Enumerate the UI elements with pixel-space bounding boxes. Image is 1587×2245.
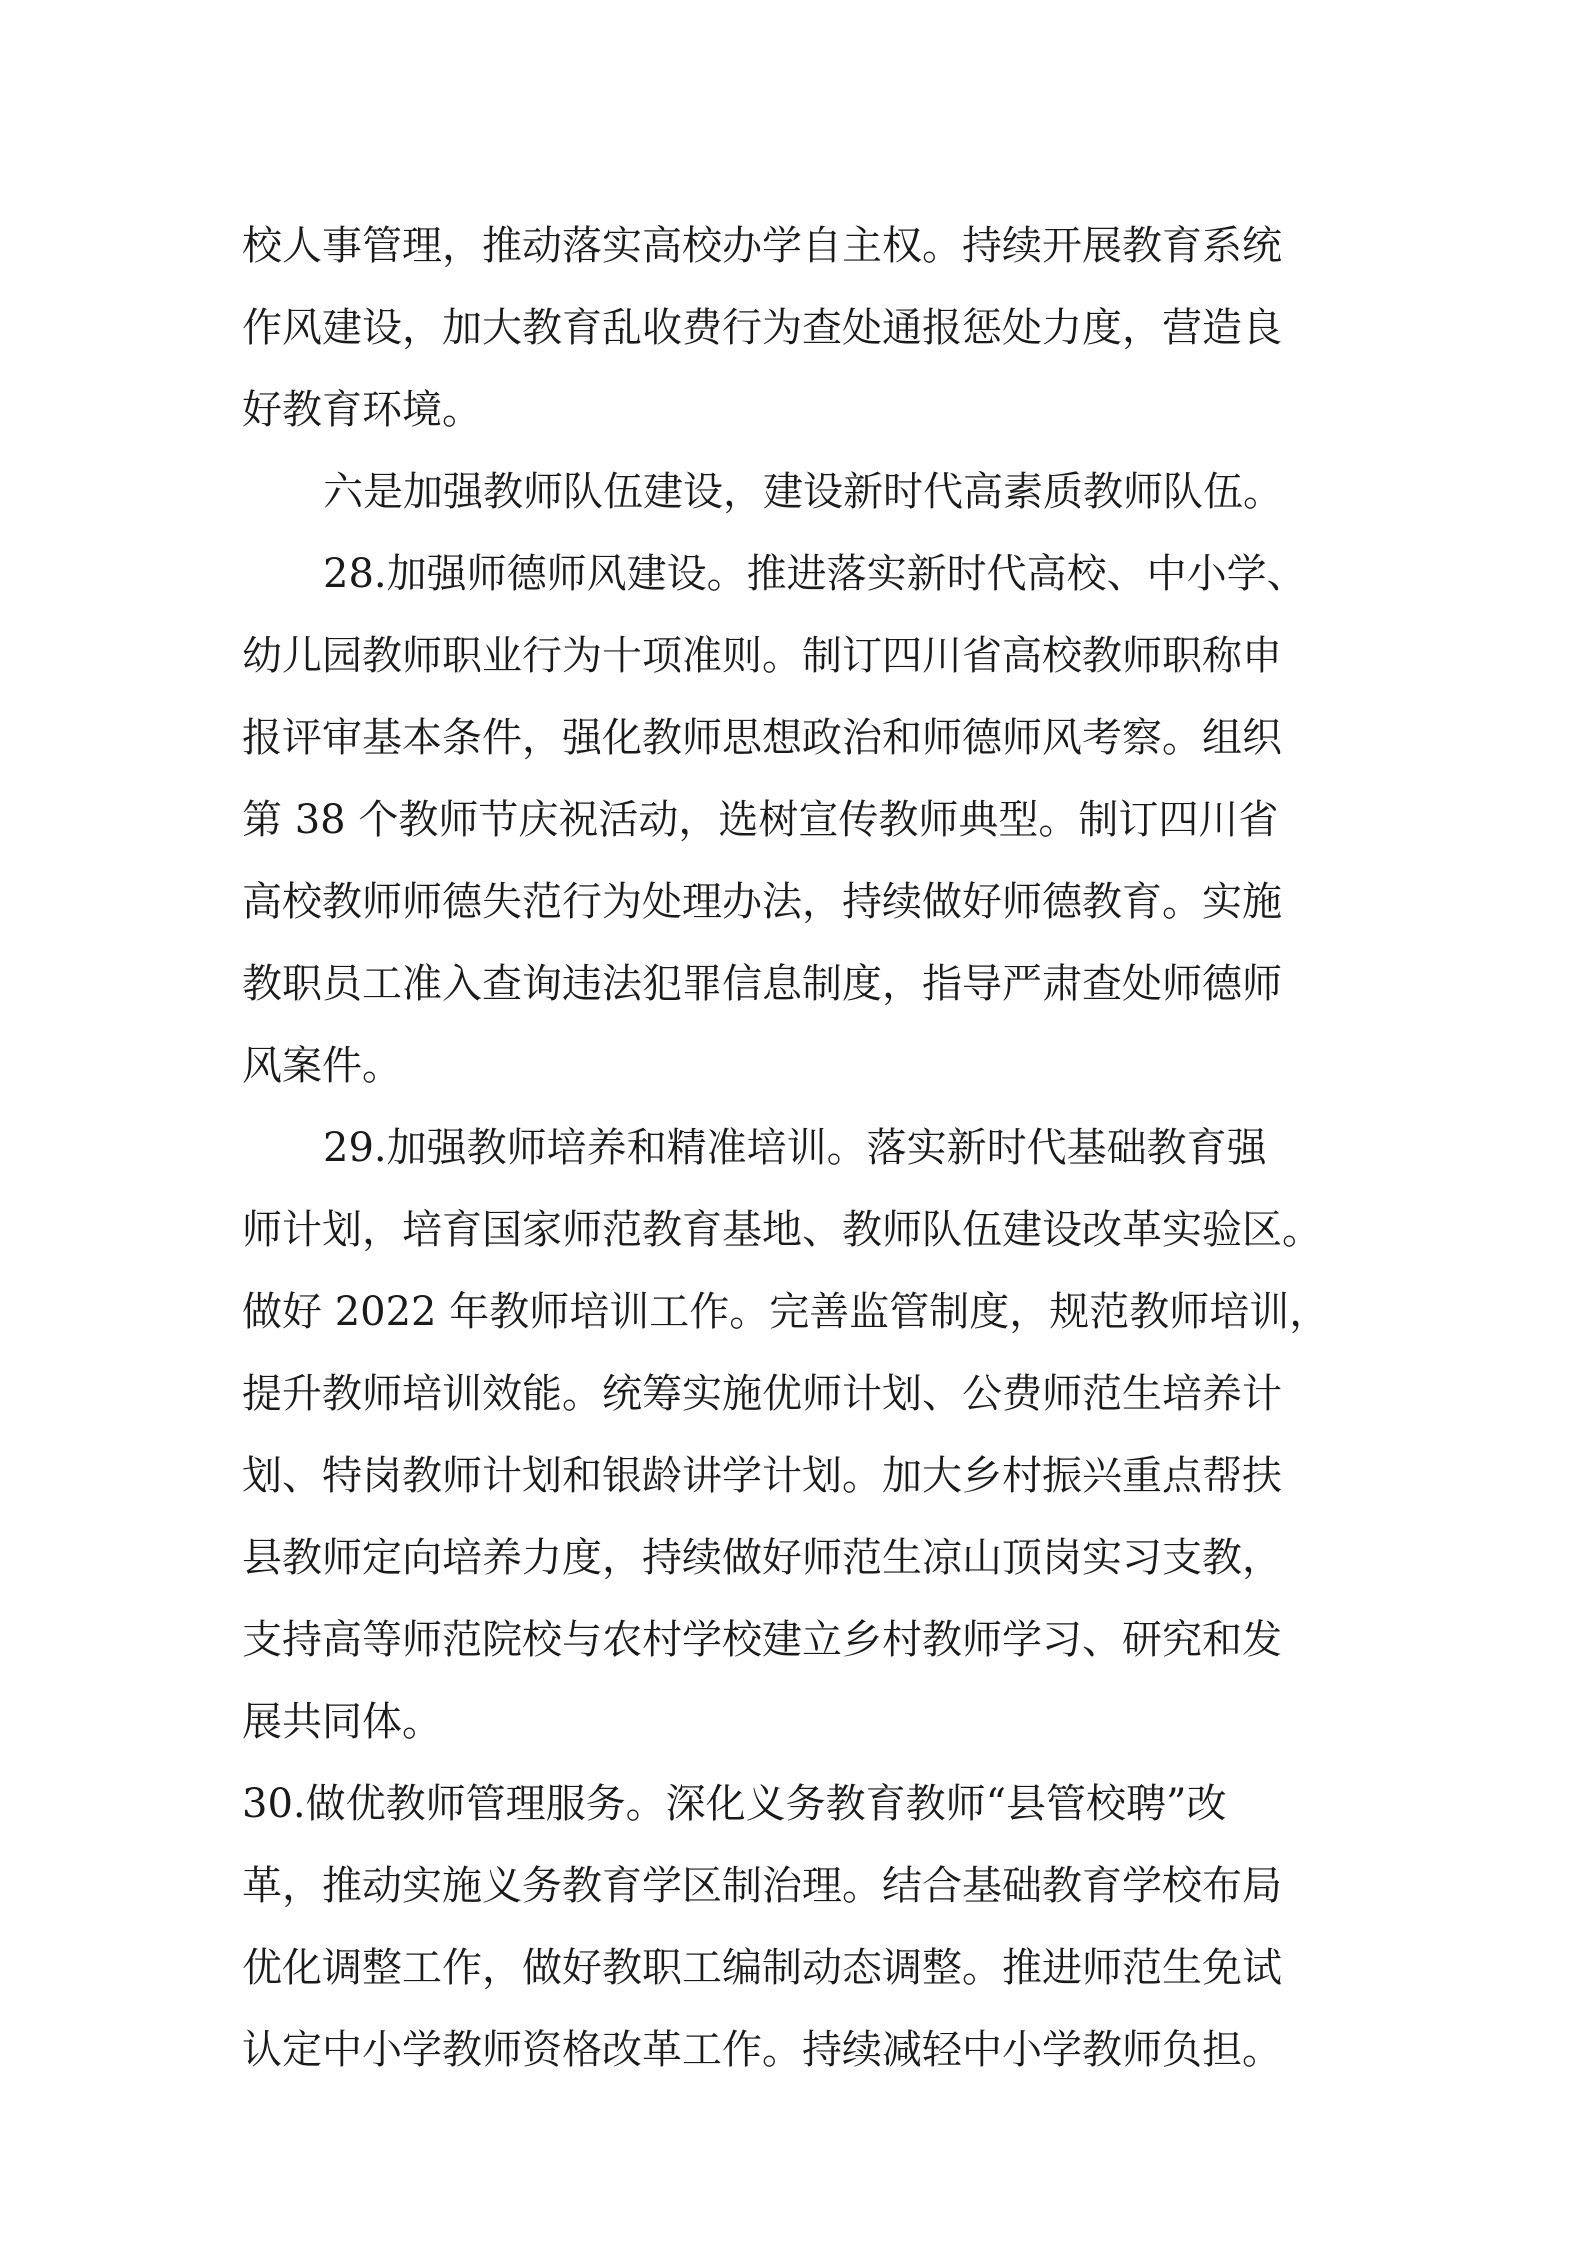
text-line: 风案件。 (242, 1043, 402, 1089)
text-line: 幼儿园教师职业行为十项准则。制订四川省高校教师职称申 (242, 633, 1282, 679)
text-line: 教职员工准入查询违法犯罪信息制度，指导严肃查处师德师 (242, 961, 1282, 1007)
section-heading: 六是加强教师队伍建设，建设新时代高素质教师队伍。 (323, 469, 1283, 515)
text-line: 做好 2022 年教师培训工作。完善监管制度，规范教师培训， (242, 1289, 1330, 1335)
text-line: 认定中小学教师资格改革工作。持续减轻中小学教师负担。 (242, 2027, 1282, 2073)
text-line: 支持高等师范院校与农村学校建立乡村教师学习、研究和发 (242, 1617, 1282, 1663)
text-line: 提升教师培训效能。统筹实施优师计划、公费师范生培养计 (242, 1371, 1282, 1417)
text-line: 县教师定向培养力度，持续做好师范生凉山顶岗实习支教， (242, 1535, 1282, 1581)
text-line: 好教育环境。 (242, 387, 482, 433)
text-line: 第 38 个教师节庆祝活动，选树宣传教师典型。制订四川省 (242, 797, 1279, 843)
text-line: 优化调整工作，做好教职工编制动态调整。推进师范生免试 (242, 1945, 1282, 1991)
text-line: 高校教师师德失范行为处理办法，持续做好师德教育。实施 (242, 879, 1282, 925)
text-line: 校人事管理，推动落实高校办学自主权。持续开展教育系统 (242, 223, 1282, 269)
text-line: 师计划，培育国家师范教育基地、教师队伍建设改革实验区。 (242, 1207, 1322, 1253)
paragraph-start: 29.加强教师培养和精准培训。落实新时代基础教育强 (323, 1125, 1267, 1171)
text-line: 革，推动实施义务教育学区制治理。结合基础教育学校布局 (242, 1863, 1282, 1909)
text-line: 展共同体。 (242, 1699, 442, 1745)
paragraph-start: 30.做优教师管理服务。深化义务教育教师“县管校聘”改 (242, 1781, 1227, 1827)
text-line: 划、特岗教师计划和银龄讲学计划。加大乡村振兴重点帮扶 (242, 1453, 1282, 1499)
text-line: 作风建设，加大教育乱收费行为查处通报惩处力度，营造良 (242, 305, 1282, 351)
text-line: 报评审基本条件，强化教师思想政治和师德师风考察。组织 (242, 715, 1282, 761)
paragraph-start: 28.加强师德师风建设。推进落实新时代高校、中小学、 (323, 551, 1307, 597)
